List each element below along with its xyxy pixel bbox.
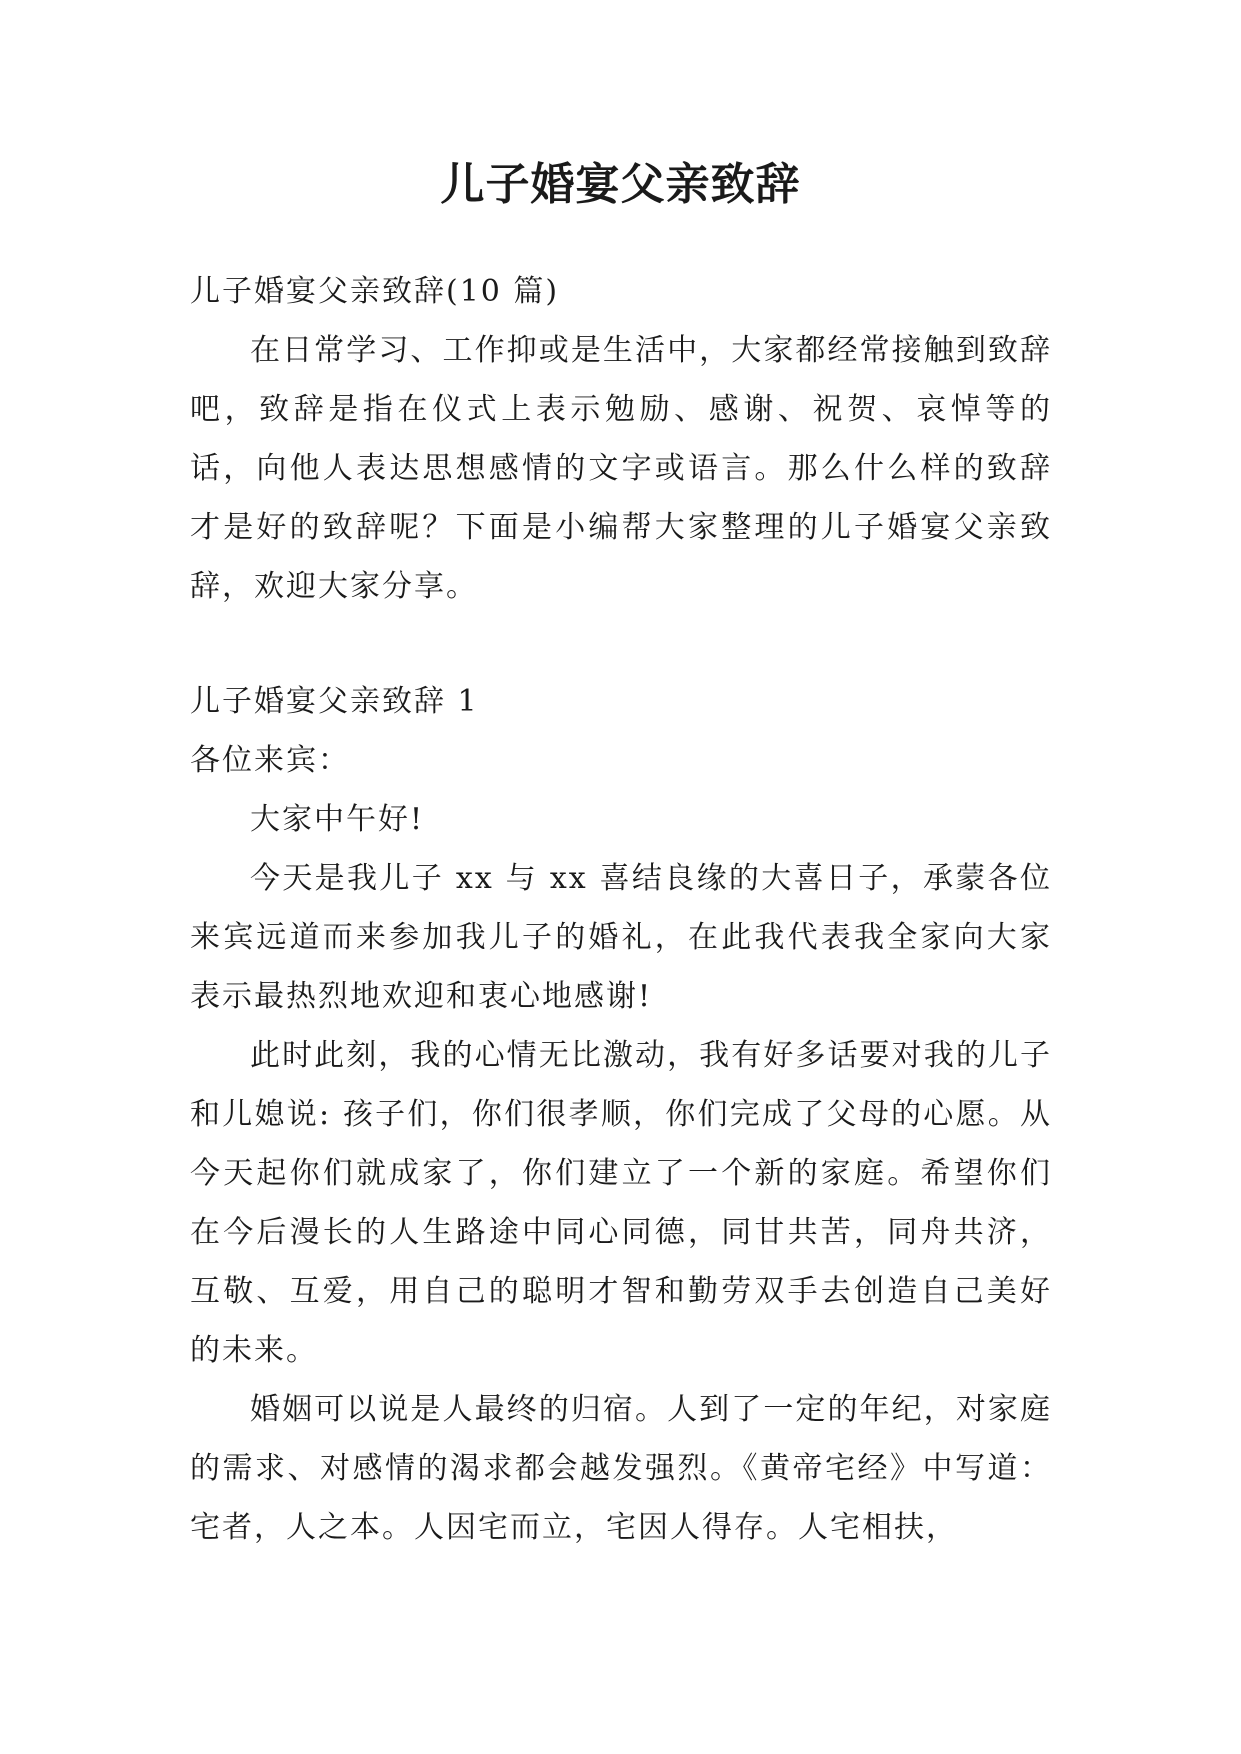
document-title: 儿子婚宴父亲致辞 bbox=[440, 159, 801, 210]
intro-paragraph: 在日常学习、工作抑或是生活中，大家都经常接触到致辞吧，致辞是指在仪式上表示勉励、感谢、祝贺、哀悼等的话，向他人表达思想感情的文字或语言。那么什么样的致辞才是好的致辞呢？下面是小编帮大家整理的儿子婚宴父亲致辞，欢迎大家分享。 bbox=[190, 333, 1052, 604]
body-paragraph: 婚姻可以说是人最终的归宿。人到了一定的年纪，对家庭的需求、对感情的渴求都会越发强烈。《黄帝宅经》中写道： 宅者，人之本。人因宅而立，宅因人得存。人宅相扶， bbox=[190, 1392, 1052, 1545]
section-spacer bbox=[190, 616, 1052, 672]
section-heading: 儿子婚宴父亲致辞 1 bbox=[190, 684, 479, 719]
document-body bbox=[190, 262, 1052, 1557]
salutation: 各位来宾： bbox=[190, 743, 350, 778]
body-paragraph: 今天是我儿子 xx 与 xx 喜结良缘的大喜日子，承蒙各位来宾远道而来参加我儿子的婚礼，在此我代表我全家向大家表示最热烈地欢迎和衷心地感谢! bbox=[190, 861, 1052, 1014]
greeting: 大家中午好! bbox=[250, 802, 425, 837]
body-paragraph: 此时此刻，我的心情无比激动，我有好多话要对我的儿子和儿媳说: 孩子们，你们很孝顺，你们完成了父母的心愿。从今天起你们就成家了，你们建立了一个新的家庭。希望你们在今后漫长的人生路途中同心同德，同甘共苦，同舟共济，互敬、互爱，用自己的聪明才智和勤劳双手去创造自己美好的未来。 bbox=[190, 1038, 1052, 1368]
document-subtitle: 儿子婚宴父亲致辞(10 篇) bbox=[190, 274, 560, 309]
